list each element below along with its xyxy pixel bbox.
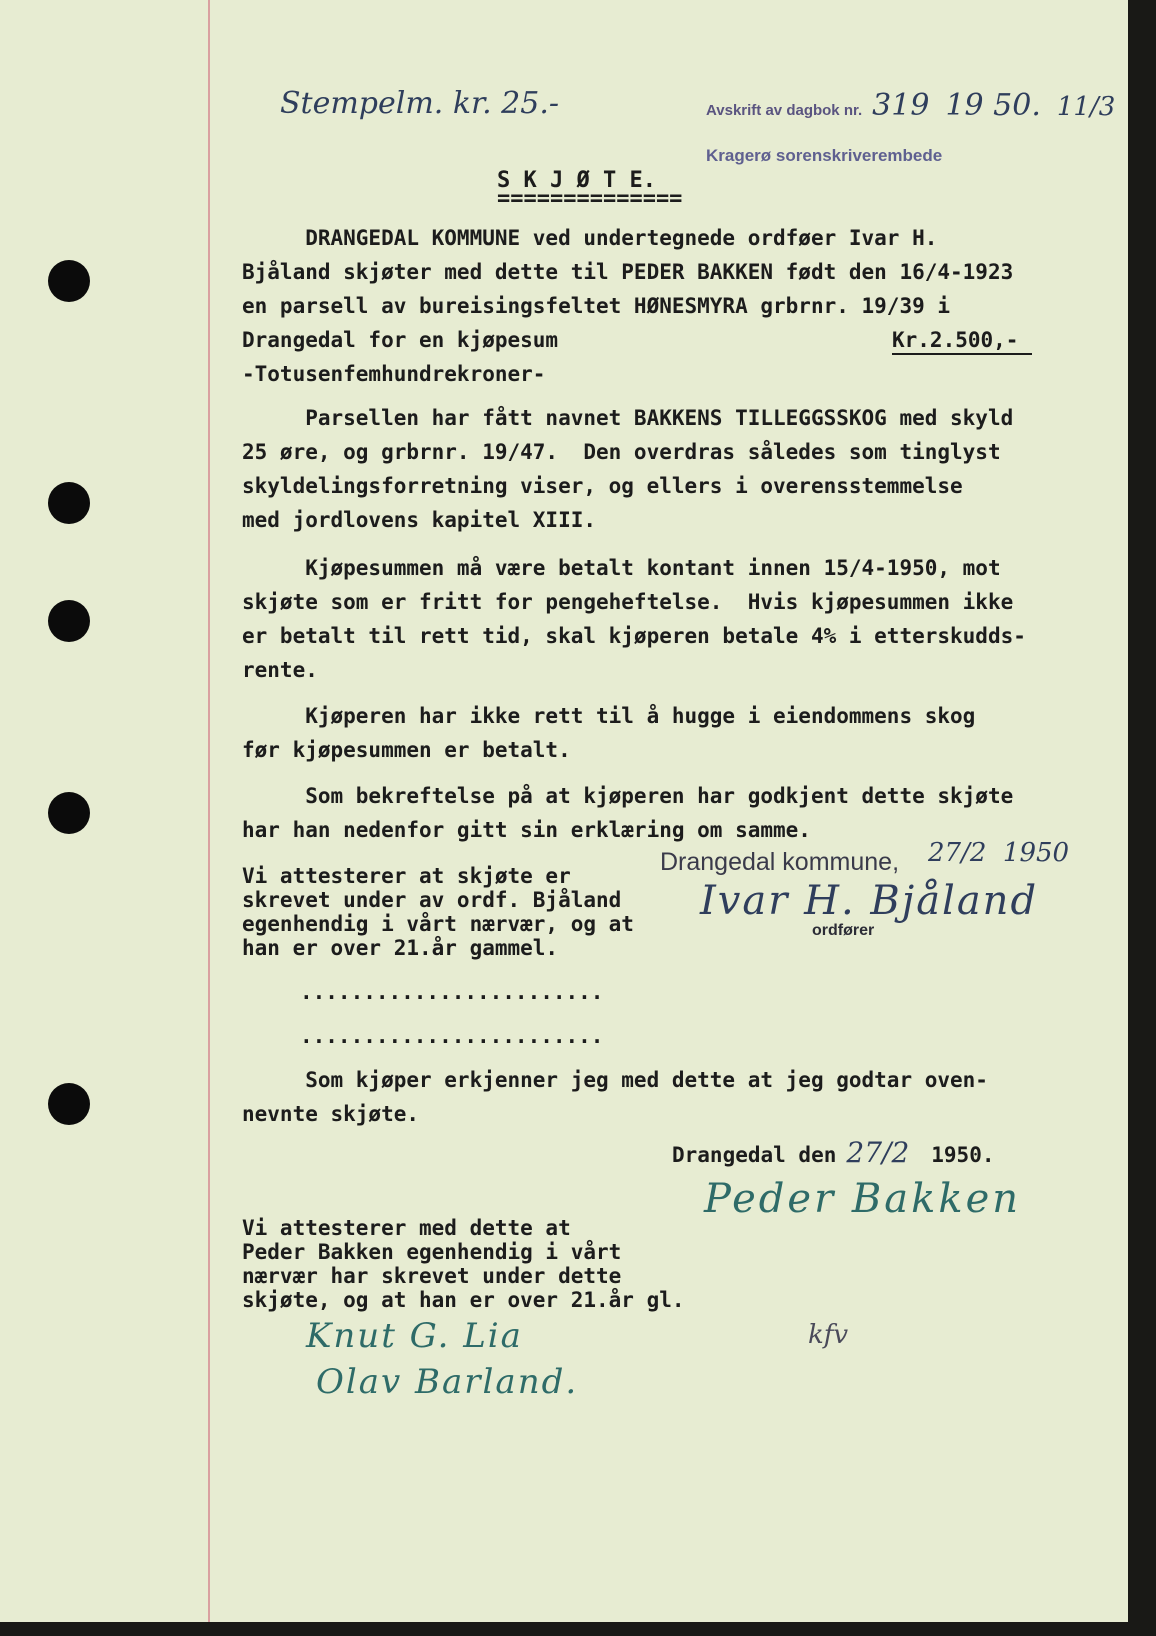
para2-line: 25 øre, og grbrnr. 19/47. Den overdras således som tinglyst (242, 440, 1001, 464)
witness-signature: Olav Barland. (316, 1362, 579, 1402)
witness1-line: Vi attesterer at skjøte er (242, 864, 571, 888)
registry-year: 19 50. (945, 88, 1041, 123)
place-stamp: Drangedal kommune, (660, 848, 900, 876)
clerk-initials: kfv (808, 1320, 849, 1350)
para4-line: før kjøpesummen er betalt. (242, 738, 571, 762)
punch-hole (48, 600, 90, 642)
buyer-line: Som kjøper erkjenner jeg med dette at jeg godtar oven- (242, 1068, 988, 1092)
para3-line: er betalt til rett tid, skal kjøperen betale 4% i etterskudds- (242, 624, 1026, 648)
mayor-title-stamp: ordfører (812, 922, 875, 939)
witness1-dots: ........................ (300, 1024, 604, 1048)
document-title: S K J Ø T E. (497, 168, 656, 193)
para1-line: DRANGEDAL KOMMUNE ved undertegnede ordføer Ivar H. (242, 226, 938, 250)
stamp-fee-note: Stempelm. kr. 25.- (280, 86, 560, 121)
para3-line: skjøte som er fritt for pengeheftelse. Hvis kjøpesummen ikke (242, 590, 1014, 614)
para5-line: har han nedenfor gitt sin erklæring om samme. (242, 818, 811, 842)
purchase-price: Kr.2.500,- (892, 328, 1019, 352)
buyer-date-hand: 27/2 (846, 1136, 910, 1169)
margin-line (208, 0, 210, 1622)
para4-line: Kjøperen har ikke rett til å hugge i eiendommens skog (242, 704, 976, 728)
para3-line: Kjøpesummen må være betalt kontant innen 15/4-1950, mot (242, 556, 1001, 580)
registry-date: 11/3 (1056, 92, 1116, 122)
registry-stamp-prefix: Avskrift av dagbok nr. (706, 102, 863, 119)
para1-line: -Totusenfemhundrekroner- (242, 362, 546, 386)
buyer-signature: Peder Bakken (704, 1176, 1022, 1222)
witness2-line: nærvær har skrevet under dette (242, 1264, 622, 1288)
price-underline (892, 353, 1032, 355)
witness1-dots: ........................ (300, 980, 604, 1004)
punch-hole (48, 1083, 90, 1125)
witness1-line: egenhendig i vårt nærvær, og at (242, 912, 634, 936)
punch-hole (48, 792, 90, 834)
witness2-line: Vi attesterer med dette at (242, 1216, 571, 1240)
registry-stamp (706, 88, 1115, 123)
para1-line: en parsell av bureisingsfeltet HØNESMYRA grbrnr. 19/39 i (242, 294, 951, 318)
title-rule: ============== (497, 186, 683, 211)
witness-signature: Knut G. Lia (306, 1316, 523, 1356)
witness1-line: skrevet under av ordf. Bjåland (242, 888, 622, 912)
buyer-line: nevnte skjøte. (242, 1102, 420, 1126)
para1-line: Drangedal for en kjøpesum (242, 328, 559, 352)
punch-hole (48, 260, 90, 302)
registry-number: 319 (872, 88, 930, 123)
para2-line: Parsellen har fått navnet BAKKENS TILLEGGSSKOG med skyld (242, 406, 1014, 430)
witness2-line: Peder Bakken egenhendig i vårt (242, 1240, 622, 1264)
seller-date: 27/2 1950 (928, 838, 1070, 868)
para2-line: med jordlovens kapitel XIII. (242, 508, 597, 532)
seller-signature: Ivar H. Bjåland (700, 878, 1039, 924)
buyer-date-prefix: Drangedal den (672, 1143, 837, 1167)
witness2-line: skjøte, og at han er over 21.år gl. (242, 1288, 685, 1312)
registry-office-stamp: Kragerø sorenskriverembede (706, 146, 943, 165)
witness1-line: han er over 21.år gammel. (242, 936, 559, 960)
scan-frame-right (1128, 0, 1156, 1636)
para3-line: rente. (242, 658, 318, 682)
scan-frame-bottom (0, 1622, 1156, 1636)
para1-line: Bjåland skjøter med dette til PEDER BAKKEN født den 16/4-1923 (242, 260, 1014, 284)
punch-hole (48, 482, 90, 524)
para2-line: skyldelingsforretning viser, og ellers i overensstemmelse (242, 474, 963, 498)
buyer-date (672, 1136, 994, 1169)
para5-line: Som bekreftelse på at kjøperen har godkjent dette skjøte (242, 784, 1014, 808)
buyer-date-year: 1950. (931, 1143, 995, 1167)
